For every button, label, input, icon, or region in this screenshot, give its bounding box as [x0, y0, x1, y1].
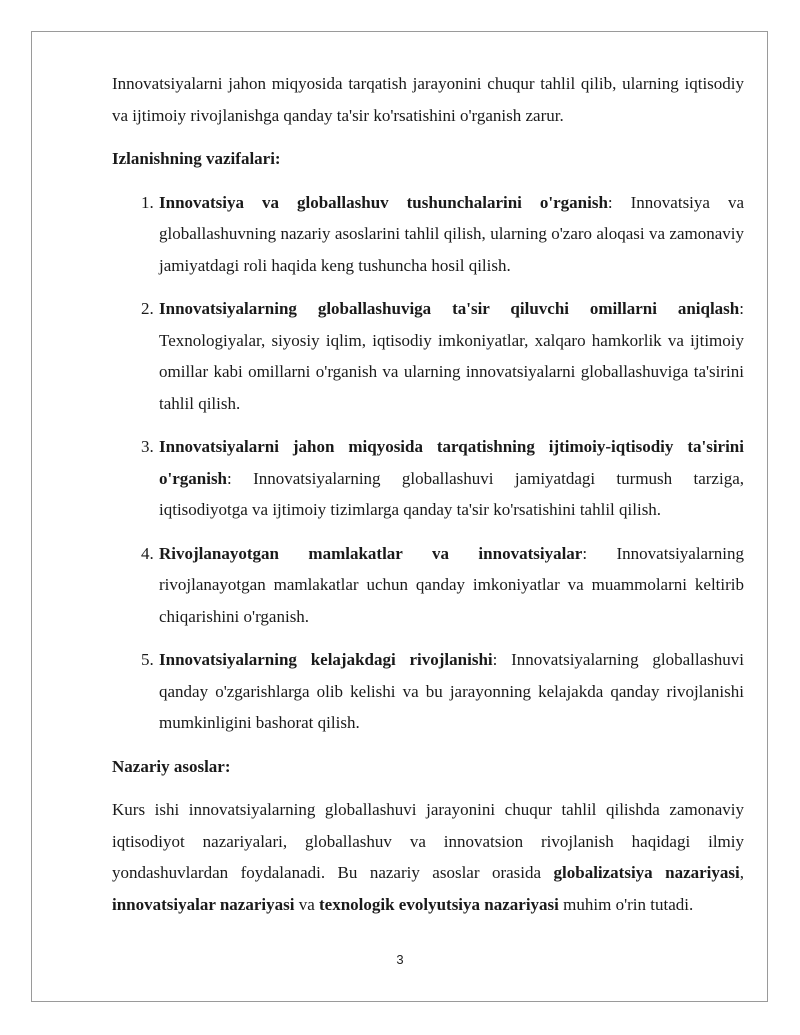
- theory-text-end: muhim o'rin tutadi.: [558, 894, 694, 914]
- task-item: [158, 644, 744, 739]
- task-item: [158, 187, 744, 282]
- task-title: Innovatsiya va globallashuv tushunchalarini o'rganish: [159, 192, 608, 212]
- page-number: 3: [396, 952, 404, 967]
- task-title: Innovatsiyalarni jahon miqyosida tarqatishning ijtimoiy-iqtisodiy ta'sirini o'rganish: [159, 437, 744, 488]
- task-item: [158, 538, 744, 633]
- theory-paragraph: [112, 794, 744, 920]
- task-text: : Innovatsiyalarning globallashuvi jamiyatdagi turmush tarziga, iqtisodiyotga va ijtimoiy tizimlarga qanday ta'sir ko'rsatishini tahlil qilish.: [159, 468, 744, 519]
- theory-term-innovation: innovatsiyalar nazariyasi: [112, 894, 295, 914]
- task-title: Innovatsiyalarning kelajakdagi rivojlanishi: [159, 650, 493, 669]
- theory-separator: va: [294, 894, 319, 914]
- theory-text: Kurs ishi innovatsiyalarning globallashuvi jarayonini chuqur tahlil qilishda zamonaviy iqtisodiyot nazariyalari, globallashuv va innovatsion rivojlanish haqidagi ilmiy yondashuvlardan foydalanadi. Bu nazariy asoslar orasida: [112, 800, 744, 882]
- document-body: [112, 68, 744, 932]
- tasks-list: [112, 187, 744, 739]
- task-title: Rivojlanayotgan mamlakatlar va innovatsiyalar: [159, 543, 583, 563]
- theory-term-globalization: globalizatsiya nazariyasi: [553, 863, 740, 882]
- task-text: : Innovatsiyalarning globallashuvi qanday o'zgarishlarga olib kelishi va bu jarayonning kelajakda qanday rivojlanishi mumkinligini bashorat qilish.: [159, 650, 744, 732]
- theory-term-tech-evolution: texnologik evolyutsiya nazariyasi: [319, 894, 559, 914]
- task-text: : Texnologiyalar, siyosiy iqlim, iqtisodiy imkoniyatlar, xalqaro hamkorlik va ijtimoiy omillar kabi omillarni o'rganish va ularning innovatsiyalarni globallashuviga ta'sirini tahlil qilish.: [159, 299, 744, 413]
- task-item: [158, 431, 744, 526]
- task-title: Innovatsiyalarning globallashuviga ta'sir qiluvchi omillarni aniqlash: [159, 299, 740, 318]
- task-item: [158, 293, 744, 419]
- task-text: : Innovatsiya va globallashuvning nazariy asoslarini tahlil qilish, ularning o'zaro aloqasi va zamonaviy jamiyatdagi roli haqida keng tushuncha hosil qilish.: [159, 192, 744, 275]
- intro-paragraph: Innovatsiyalarni jahon miqyosida tarqatish jarayonini chuqur tahlil qilib, ularning iqtisodiy va ijtimoiy rivojlanishga qanday ta'sir ko'rsatishini o'rganish zarur.: [112, 74, 744, 125]
- tasks-heading: Izlanishning vazifalari:: [112, 149, 281, 168]
- theory-separator: ,: [739, 863, 744, 882]
- theory-heading: Nazariy asoslar:: [112, 756, 231, 776]
- task-text: : Innovatsiyalarning rivojlanayotgan mamlakatlar uchun qanday imkoniyatlar va muammolarni keltirib chiqarishini o'rganish.: [159, 543, 744, 626]
